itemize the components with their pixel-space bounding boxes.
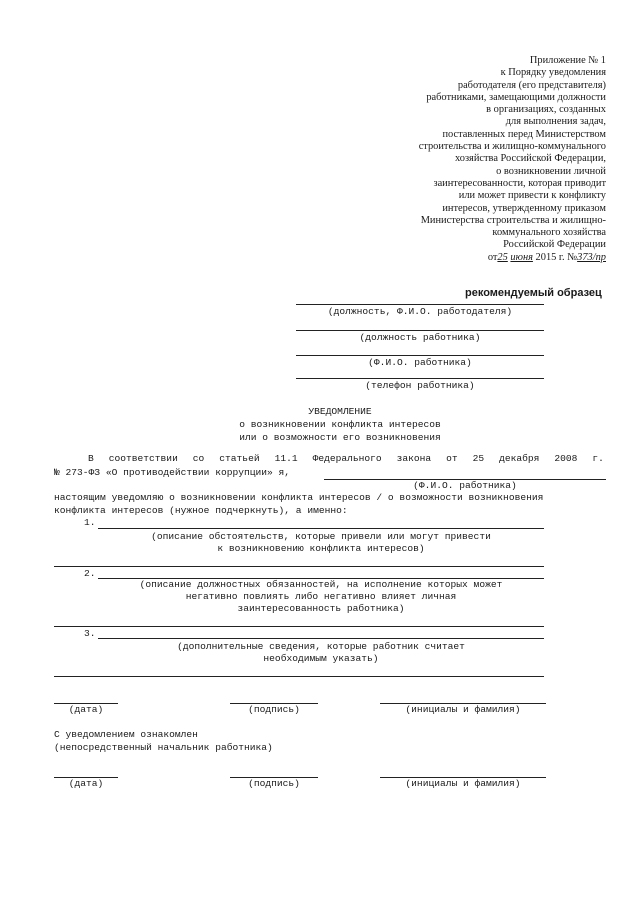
appendix-line: в организациях, созданных [486, 104, 606, 116]
appendix-line: Министерства строительства и жилищно- [420, 214, 606, 226]
appendix-line: для выполнения задач, [505, 116, 606, 128]
employee-name-line [296, 355, 544, 356]
appendix-line: Российской Федерации [503, 239, 606, 251]
appendix-date-line [346, 252, 606, 264]
item-2-caption-2: негативно повлиять либо негативно влияет личная [185, 591, 457, 602]
body-line-4: конфликта интересов (нужное подчеркнуть), а именно: [54, 505, 348, 516]
appendix-line: работниками, замещающими должности [426, 91, 606, 103]
date-caption-2: (дата) [68, 778, 104, 789]
appendix-line: интересов, утвержденному приказом [442, 202, 606, 214]
employee-phone-caption: (телефон работника) [365, 380, 475, 391]
name-caption-2: (инициалы и фамилия) [405, 778, 521, 789]
fio-caption: (Ф.И.О. работника) [413, 480, 517, 491]
item-3-line [98, 638, 544, 639]
body-word: статьей [219, 453, 260, 464]
date-number: 373/пр [577, 251, 606, 263]
appendix-line: работодателя (его представителя) [457, 79, 606, 91]
title-line-3: или о возможности его возникновения [239, 432, 441, 443]
date-day: 25 [497, 251, 508, 263]
appendix-line: хозяйства Российской Федерации, [454, 153, 606, 165]
acknowledge-line-2: (непосредственный начальник работника) [54, 742, 273, 753]
acknowledge-line-1: С уведомлением ознакомлен [54, 729, 198, 740]
item-2-caption-3: заинтересованность работника) [237, 603, 405, 614]
item-3-number: 3. [84, 628, 96, 639]
appendix-line: Приложение № 1 [529, 55, 606, 66]
date-prefix: от [487, 251, 498, 263]
appendix-line: или может привести к конфликту [458, 190, 606, 202]
employer-caption: (должность, Ф.И.О. работодателя) [327, 306, 513, 317]
body-word: 11.1 [274, 453, 298, 464]
appendix-line: поставленных перед Министерством [442, 128, 606, 140]
item-1-number: 1. [84, 517, 96, 528]
body-word: В [88, 453, 94, 464]
name-caption: (инициалы и фамилия) [405, 704, 521, 715]
employee-name-caption: (Ф.И.О. работника) [368, 357, 472, 368]
item-1-caption-2: к возникновению конфликта интересов) [217, 543, 425, 554]
body-word: 2008 [554, 453, 578, 464]
employee-position-line [296, 330, 544, 331]
body-word: закона [396, 453, 432, 464]
appendix-line: заинтересованности, которая приводит [433, 177, 606, 189]
body-word: от [446, 453, 458, 464]
item-2-extra-line [54, 626, 544, 627]
body-word: декабря [499, 453, 540, 464]
item-1-extra-line [54, 566, 544, 567]
item-1-line [98, 528, 544, 529]
employer-line [296, 304, 544, 305]
appendix-line: к Порядку уведомления [500, 67, 606, 79]
employee-phone-line [296, 378, 544, 379]
body-line-1 [88, 453, 604, 464]
body-word: г. [592, 453, 604, 464]
signature-caption-2: (подпись) [248, 778, 300, 789]
appendix-header [346, 55, 606, 264]
title-line-2: о возникновении конфликта интересов [239, 419, 441, 430]
item-2-number: 2. [84, 568, 96, 579]
document-title: УВЕДОМЛЕНИЕ [308, 406, 372, 417]
body-line-3: настоящим уведомляю о возникновении конфликта интересов / о возможности возникновения [54, 492, 544, 503]
appendix-line: коммунального хозяйства [492, 227, 606, 239]
date-caption: (дата) [68, 704, 104, 715]
item-2-caption-1: (описание должностных обязанностей, на исполнение которых может [139, 579, 503, 590]
date-month: июня [510, 251, 533, 263]
item-3-extra-line [54, 676, 544, 677]
sample-label: рекомендуемый образец [465, 287, 602, 299]
appendix-line: о возникновении личной [496, 165, 606, 177]
body-line-2: № 273-ФЗ «О противодействии коррупции» я, [54, 467, 291, 478]
body-word: Федерального [312, 453, 382, 464]
item-1-caption-1: (описание обстоятельств, которые привели или могут привести [151, 531, 491, 542]
body-word: соответствии [108, 453, 178, 464]
appendix-line: строительства и жилищно-коммунального [418, 141, 606, 153]
employee-position-caption: (должность работника) [359, 332, 481, 343]
signature-caption: (подпись) [248, 704, 300, 715]
body-word: 25 [472, 453, 485, 464]
item-3-caption-1: (дополнительные сведения, которые работник считает [177, 641, 465, 652]
body-word: со [192, 453, 205, 464]
date-year: 2015 г. № [535, 251, 578, 263]
item-3-caption-2: необходимым указать) [263, 653, 379, 664]
